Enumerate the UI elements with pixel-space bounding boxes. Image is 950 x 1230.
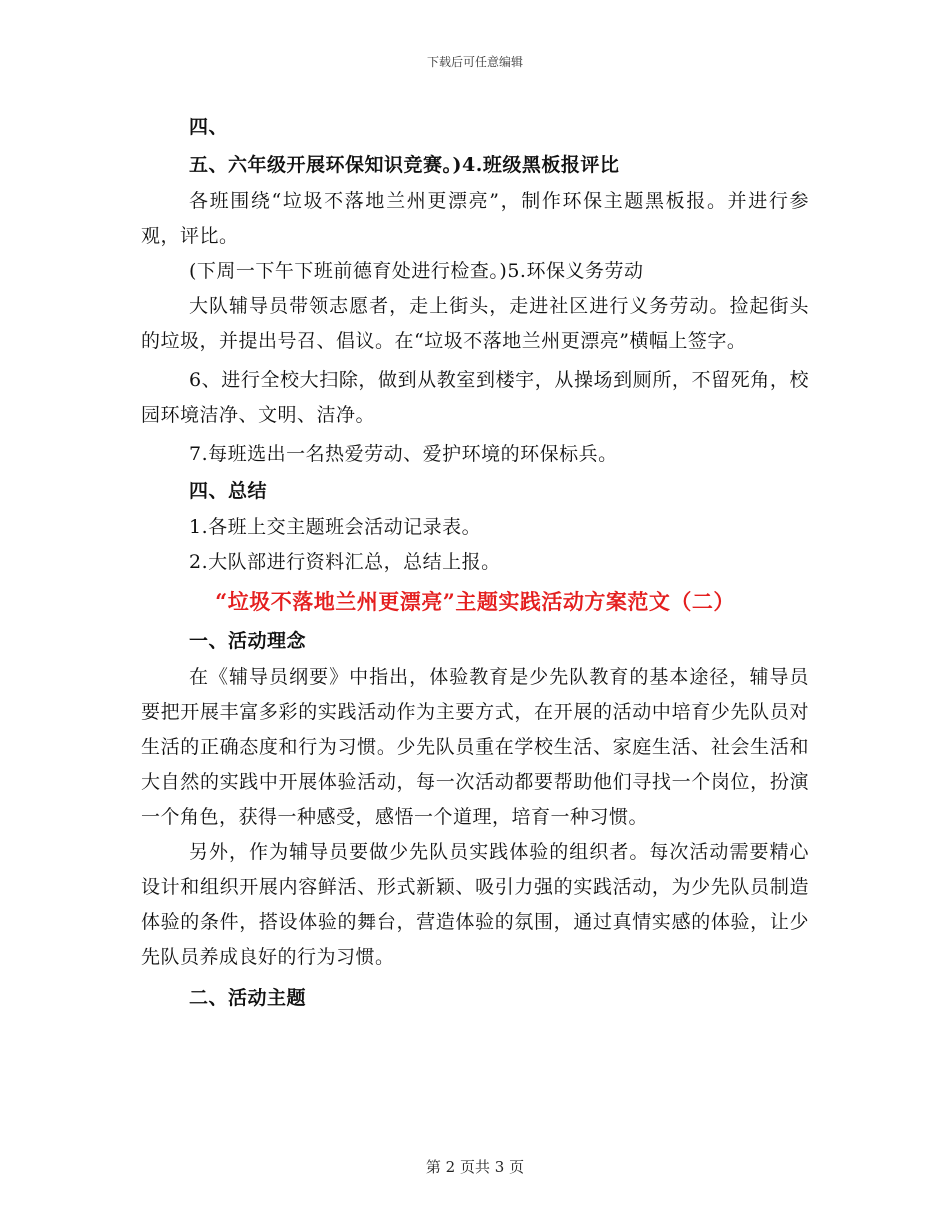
summary-item-2: 2.大队部进行资料汇总，总结上报。 xyxy=(189,551,501,573)
heading-four: 四、 xyxy=(189,116,229,138)
heading-five: 五、六年级开展环保知识竞赛。)4.班级黑板报评比 xyxy=(189,154,620,176)
document-body xyxy=(141,108,809,1017)
heading-concept: 一、活动理念 xyxy=(189,630,307,652)
paragraph-blackboard: 各班围绕“垃圾不落地兰州更漂亮”，制作环保主题黑板报。并进行参观，评比。 xyxy=(141,190,809,247)
paragraph-concept-2: 另外，作为辅导员要做少先队员实践体验的组织者。每次活动需要精心设计和组织开展内容鲜活、形式新颖、吸引力强的实践活动，为少先队员制造体验的条件，搭设体验的舞台，营造体验的氛围，通过真情实感的体验，让少先队员养成良好的行为习惯。 xyxy=(141,841,809,968)
paragraph-volunteer: 大队辅导员带领志愿者，走上街头，走进社区进行义务劳动。捡起街头的垃圾，并提出号召、倡议。在“垃圾不落地兰州更漂亮”横幅上签字。 xyxy=(141,295,809,352)
section-title-2: “垃圾不落地兰州更漂亮”主题实践活动方案范文（二） xyxy=(215,589,735,614)
paragraph-inspection: (下周一下午下班前德育处进行检查。)5.环保义务劳动 xyxy=(189,260,644,282)
page-header: 下载后可任意编辑 xyxy=(426,55,523,69)
paragraph-cleaning: 6、进行全校大扫除，做到从教室到楼宇，从操场到厕所，不留死角，校园环境洁净、文明、洁净。 xyxy=(141,369,809,426)
paragraph-concept-1: 在《辅导员纲要》中指出，体验教育是少先队教育的基本途径，辅导员要把开展丰富多彩的实践活动作为主要方式，在开展的活动中培育少先队员对生活的正确态度和行为习惯。少先队员重在学校生活、家庭生活、社会生活和大自然的实践中开展体验活动，每一次活动都要帮助他们寻找一个岗位，扮演一个角色，获得一种感受，感悟一个道理，培育一种习惯。 xyxy=(141,666,809,828)
summary-item-1: 1.各班上交主题班会活动记录表。 xyxy=(189,516,482,538)
paragraph-model: 7.每班选出一名热爱劳动、爱护环境的环保标兵。 xyxy=(189,443,618,465)
heading-summary: 四、总结 xyxy=(189,480,268,502)
heading-theme: 二、活动主题 xyxy=(189,987,307,1009)
page-footer: 第 2 页共 3 页 xyxy=(425,1158,525,1176)
